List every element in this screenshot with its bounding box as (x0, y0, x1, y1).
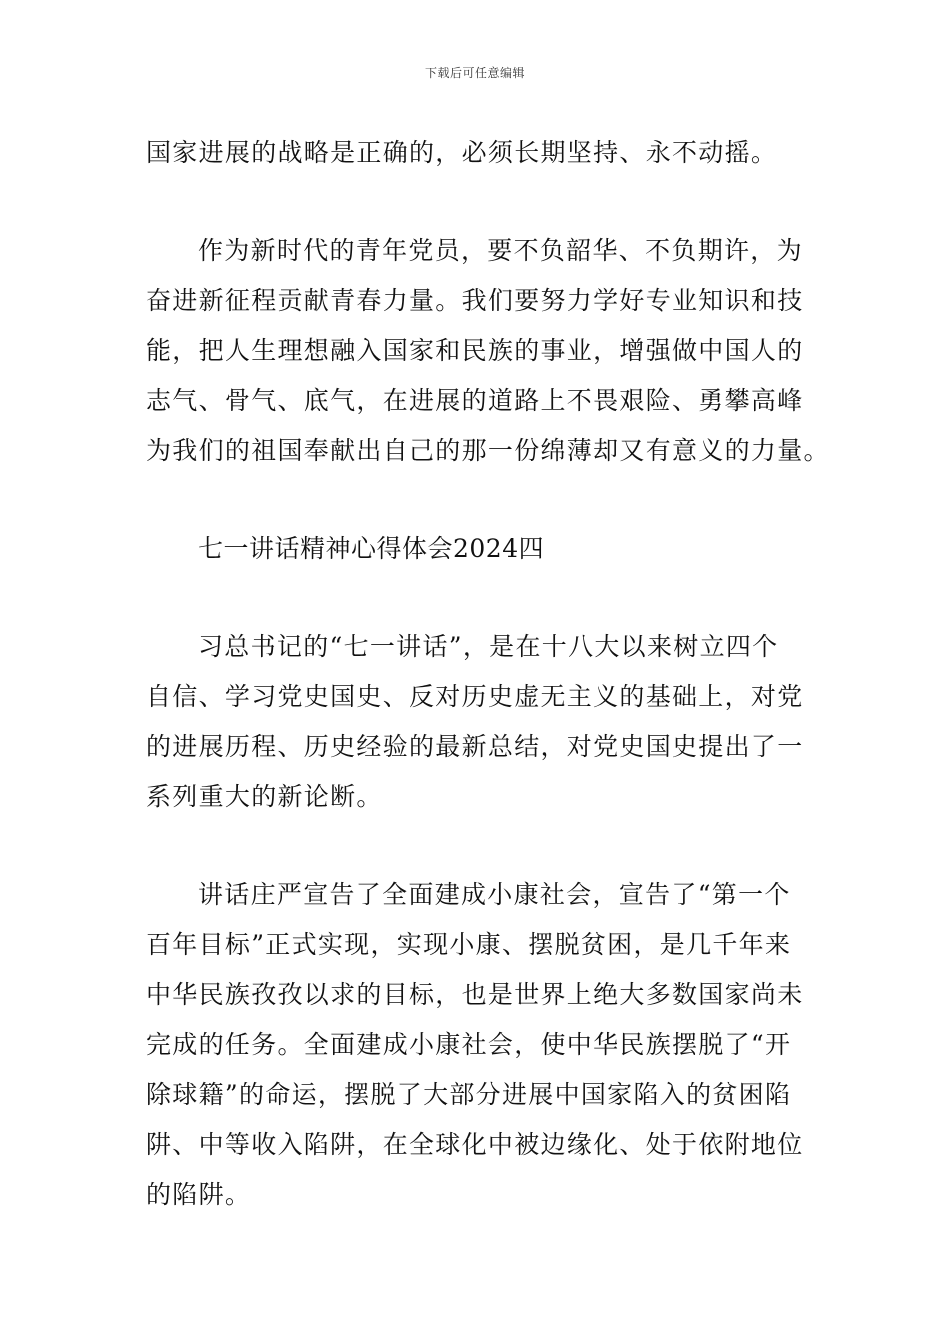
paragraph-line: 的进展历程、历史经验的最新总结，对党史国史提出了一 (146, 732, 804, 761)
paragraph-spacer (146, 178, 808, 226)
paragraph-3 (146, 622, 808, 822)
document-body (146, 128, 830, 1220)
paragraph-2 (146, 226, 830, 476)
paragraph-line: 自信、学习党史国史、反对历史虚无主义的基础上，对党 (146, 682, 804, 711)
paragraph-line: 奋进新征程贡献青春力量。我们要努力学好专业知识和技 (146, 286, 804, 315)
paragraph-line: 习总书记的“七一讲话”，是在十八大以来树立四个 (198, 632, 779, 661)
paragraph-line: 百年目标”正式实现，实现小康、摆脱贫困，是几千年来 (146, 930, 792, 959)
page-header-note: 下载后可任意编辑 (424, 66, 525, 80)
paragraph-line: 能，把人生理想融入国家和民族的事业，增强做中国人的 (146, 336, 804, 365)
paragraph-spacer (146, 822, 808, 870)
paragraph-line: 阱、中等收入陷阱，在全球化中被边缘化、处于依附地位 (146, 1130, 804, 1159)
paragraph-1 (146, 128, 808, 178)
paragraph-line: 的陷阱。 (146, 1180, 252, 1209)
paragraph-spacer (146, 574, 808, 622)
paragraph-line: 作为新时代的青年党员，要不负韶华、不负期许，为 (198, 236, 803, 265)
paragraph-line: 完成的任务。全面建成小康社会，使中华民族摆脱了“开 (146, 1030, 792, 1059)
paragraph-line: 志气、骨气、底气，在进展的道路上不畏艰险、勇攀高峰 (146, 386, 804, 415)
paragraph-line: 中华民族孜孜以求的目标，也是世界上绝大多数国家尚未 (146, 980, 804, 1009)
section-heading: 七一讲话精神心得体会2024四 (198, 534, 545, 563)
paragraph-line: 系列重大的新论断。 (146, 782, 383, 811)
paragraph-spacer (146, 476, 808, 524)
paragraph-line: 为我们的祖国奉献出自己的那一份绵薄却又有意义的力量。 (146, 436, 830, 465)
paragraph-line: 除球籍”的命运，摆脱了大部分进展中国家陷入的贫困陷 (146, 1080, 792, 1109)
paragraph-4 (146, 870, 808, 1220)
paragraph-line: 讲话庄严宣告了全面建成小康社会，宣告了“第一个 (198, 880, 791, 909)
paragraph-line: 国家进展的战略是正确的，必须长期坚持、永不动摇。 (146, 138, 778, 167)
